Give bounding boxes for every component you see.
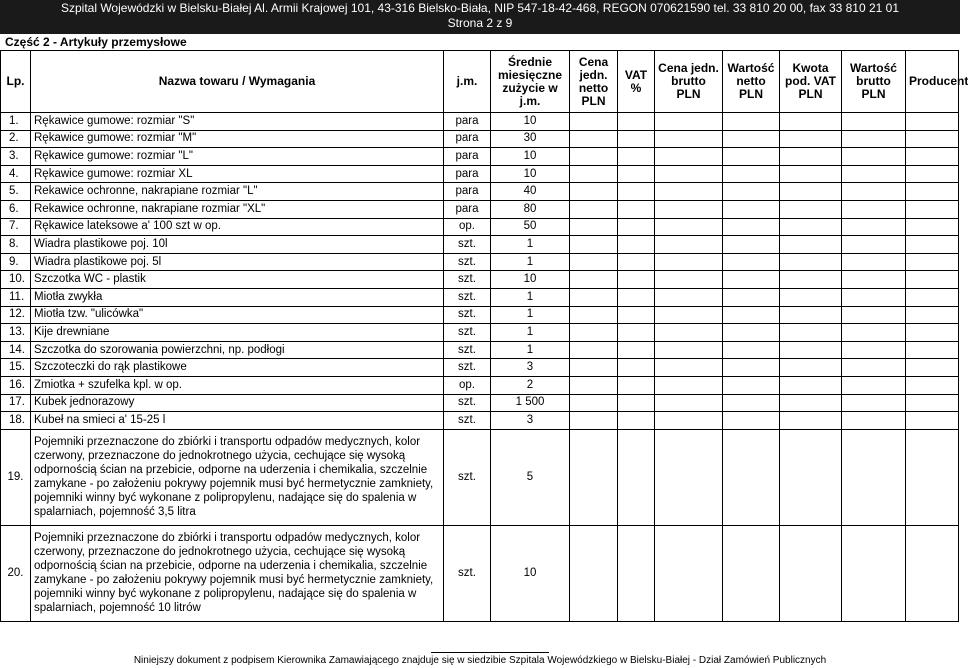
item-producer-cell bbox=[906, 253, 959, 271]
row-number: 18. bbox=[1, 412, 31, 430]
item-name: Rękawice lateksowe a' 100 szt w op. bbox=[31, 218, 444, 236]
item-vat-amount-cell bbox=[780, 306, 842, 324]
item-vat-cell bbox=[618, 113, 655, 131]
item-value-net-cell bbox=[723, 236, 780, 254]
row-number: 10. bbox=[1, 271, 31, 289]
table-row bbox=[1, 412, 959, 430]
item-vat-amount-cell bbox=[780, 253, 842, 271]
item-vat-cell bbox=[618, 165, 655, 183]
item-value-gross-cell bbox=[842, 288, 906, 306]
item-vat-cell bbox=[618, 359, 655, 377]
item-unit: szt. bbox=[444, 525, 491, 621]
row-number: 8. bbox=[1, 236, 31, 254]
item-value-gross-cell bbox=[842, 359, 906, 377]
row-number: 15. bbox=[1, 359, 31, 377]
item-avg-usage: 1 bbox=[491, 341, 570, 359]
item-name: Szczotka do szorowania powierzchni, np. podłogi bbox=[31, 341, 444, 359]
item-producer-cell bbox=[906, 412, 959, 430]
item-price-net-cell bbox=[570, 200, 618, 218]
item-value-net-cell bbox=[723, 525, 780, 621]
col-vat: VAT % bbox=[618, 51, 655, 113]
item-name: Rękawice gumowe: rozmiar "M" bbox=[31, 130, 444, 148]
item-price-gross-cell bbox=[655, 412, 723, 430]
item-vat-cell bbox=[618, 324, 655, 342]
table-row bbox=[1, 341, 959, 359]
item-producer-cell bbox=[906, 200, 959, 218]
item-avg-usage: 50 bbox=[491, 218, 570, 236]
item-vat-amount-cell bbox=[780, 324, 842, 342]
item-unit: op. bbox=[444, 218, 491, 236]
item-vat-cell bbox=[618, 271, 655, 289]
item-value-gross-cell bbox=[842, 376, 906, 394]
item-unit: szt. bbox=[444, 324, 491, 342]
item-price-gross-cell bbox=[655, 165, 723, 183]
item-value-net-cell bbox=[723, 324, 780, 342]
item-producer-cell bbox=[906, 359, 959, 377]
item-unit: szt. bbox=[444, 359, 491, 377]
item-unit: para bbox=[444, 130, 491, 148]
item-producer-cell bbox=[906, 113, 959, 131]
item-value-net-cell bbox=[723, 253, 780, 271]
item-producer-cell bbox=[906, 324, 959, 342]
item-value-gross-cell bbox=[842, 253, 906, 271]
table-row bbox=[1, 288, 959, 306]
item-avg-usage: 10 bbox=[491, 525, 570, 621]
item-vat-cell bbox=[618, 183, 655, 201]
item-price-net-cell bbox=[570, 376, 618, 394]
item-avg-usage: 1 bbox=[491, 288, 570, 306]
row-number: 9. bbox=[1, 253, 31, 271]
item-value-gross-cell bbox=[842, 130, 906, 148]
item-value-gross-cell bbox=[842, 165, 906, 183]
item-price-gross-cell bbox=[655, 341, 723, 359]
item-name: Rekawice ochronne, nakrapiane rozmiar "XL" bbox=[31, 200, 444, 218]
item-name: Pojemniki przeznaczone do zbiórki i transportu odpadów medycznych, kolor czerwony, przeznaczone do jednokrotnego użycia, cechujące się wysoką odpornością ścian na przebicie, odporne na uderzenia i chemikalia, szczelnie zamykane - po założeniu pokrywy pojemnik musi być hermetycznie zamkniety, pojemniki winny być wykonane z polipropylenu, nadające się do spalenia w spalarniach, pojemność 10 litrów bbox=[31, 525, 444, 621]
item-price-gross-cell bbox=[655, 525, 723, 621]
item-value-net-cell bbox=[723, 306, 780, 324]
item-price-net-cell bbox=[570, 525, 618, 621]
item-producer-cell bbox=[906, 130, 959, 148]
item-vat-amount-cell bbox=[780, 394, 842, 412]
item-avg-usage: 1 bbox=[491, 306, 570, 324]
item-vat-amount-cell bbox=[780, 183, 842, 201]
item-value-net-cell bbox=[723, 200, 780, 218]
item-vat-amount-cell bbox=[780, 200, 842, 218]
item-price-net-cell bbox=[570, 236, 618, 254]
item-price-net-cell bbox=[570, 113, 618, 131]
item-price-gross-cell bbox=[655, 429, 723, 525]
item-value-net-cell bbox=[723, 376, 780, 394]
item-avg-usage: 30 bbox=[491, 130, 570, 148]
item-price-gross-cell bbox=[655, 394, 723, 412]
item-value-net-cell bbox=[723, 113, 780, 131]
item-price-gross-cell bbox=[655, 218, 723, 236]
item-avg-usage: 10 bbox=[491, 148, 570, 166]
item-avg-usage: 2 bbox=[491, 376, 570, 394]
item-producer-cell bbox=[906, 376, 959, 394]
row-number: 17. bbox=[1, 394, 31, 412]
item-price-net-cell bbox=[570, 324, 618, 342]
item-unit: szt. bbox=[444, 253, 491, 271]
item-unit: szt. bbox=[444, 429, 491, 525]
item-value-gross-cell bbox=[842, 183, 906, 201]
item-vat-amount-cell bbox=[780, 525, 842, 621]
row-number: 13. bbox=[1, 324, 31, 342]
table-row bbox=[1, 236, 959, 254]
row-number: 2. bbox=[1, 130, 31, 148]
item-avg-usage: 5 bbox=[491, 429, 570, 525]
item-name: Zmiotka + szufelka kpl. w op. bbox=[31, 376, 444, 394]
footer-divider bbox=[431, 652, 549, 653]
item-name: Rękawice gumowe: rozmiar "S" bbox=[31, 113, 444, 131]
item-vat-amount-cell bbox=[780, 341, 842, 359]
table-row bbox=[1, 306, 959, 324]
item-vat-amount-cell bbox=[780, 148, 842, 166]
table-row bbox=[1, 394, 959, 412]
document-header bbox=[0, 0, 960, 34]
item-vat-amount-cell bbox=[780, 376, 842, 394]
item-price-net-cell bbox=[570, 253, 618, 271]
item-value-net-cell bbox=[723, 394, 780, 412]
item-price-gross-cell bbox=[655, 113, 723, 131]
item-vat-cell bbox=[618, 412, 655, 430]
row-number: 14. bbox=[1, 341, 31, 359]
col-avg-usage: Średnie miesięczne zużycie w j.m. bbox=[491, 51, 570, 113]
item-avg-usage: 1 bbox=[491, 236, 570, 254]
item-price-net-cell bbox=[570, 165, 618, 183]
item-producer-cell bbox=[906, 271, 959, 289]
item-unit: para bbox=[444, 183, 491, 201]
item-price-gross-cell bbox=[655, 288, 723, 306]
item-vat-cell bbox=[618, 130, 655, 148]
item-name: Wiadra plastikowe poj. 10l bbox=[31, 236, 444, 254]
item-price-net-cell bbox=[570, 148, 618, 166]
row-number: 7. bbox=[1, 218, 31, 236]
item-unit: szt. bbox=[444, 236, 491, 254]
item-value-gross-cell bbox=[842, 200, 906, 218]
item-name: Rękawice gumowe: rozmiar "L" bbox=[31, 148, 444, 166]
item-name: Wiadra plastikowe poj. 5l bbox=[31, 253, 444, 271]
item-value-gross-cell bbox=[842, 148, 906, 166]
item-producer-cell bbox=[906, 218, 959, 236]
item-value-gross-cell bbox=[842, 236, 906, 254]
col-vat-amount: Kwota pod. VAT PLN bbox=[780, 51, 842, 113]
item-name: Miotła zwykła bbox=[31, 288, 444, 306]
item-vat-cell bbox=[618, 236, 655, 254]
col-value-net: Wartość netto PLN bbox=[723, 51, 780, 113]
item-price-gross-cell bbox=[655, 148, 723, 166]
item-value-net-cell bbox=[723, 183, 780, 201]
item-avg-usage: 1 bbox=[491, 324, 570, 342]
item-unit: para bbox=[444, 113, 491, 131]
table-row bbox=[1, 183, 959, 201]
item-price-gross-cell bbox=[655, 306, 723, 324]
item-producer-cell bbox=[906, 429, 959, 525]
item-price-gross-cell bbox=[655, 253, 723, 271]
item-price-net-cell bbox=[570, 429, 618, 525]
item-price-gross-cell bbox=[655, 324, 723, 342]
item-price-net-cell bbox=[570, 394, 618, 412]
item-value-net-cell bbox=[723, 271, 780, 289]
item-vat-amount-cell bbox=[780, 412, 842, 430]
item-producer-cell bbox=[906, 306, 959, 324]
item-value-gross-cell bbox=[842, 525, 906, 621]
item-value-net-cell bbox=[723, 429, 780, 525]
row-number: 12. bbox=[1, 306, 31, 324]
row-number: 11. bbox=[1, 288, 31, 306]
item-avg-usage: 40 bbox=[491, 183, 570, 201]
footer-note: Niniejszy dokument z podpisem Kierownika Zamawiającego znajduje się w siedzibie Szpitala Wojewódzkiego w Bielsku-Białej - Dział Zamówień Publicznych bbox=[133, 655, 827, 666]
row-number: 16. bbox=[1, 376, 31, 394]
item-vat-cell bbox=[618, 200, 655, 218]
table-row bbox=[1, 429, 959, 525]
row-number: 4. bbox=[1, 165, 31, 183]
item-price-net-cell bbox=[570, 271, 618, 289]
item-unit: para bbox=[444, 148, 491, 166]
item-price-net-cell bbox=[570, 412, 618, 430]
item-unit: szt. bbox=[444, 271, 491, 289]
item-name: Szczotka WC - plastik bbox=[31, 271, 444, 289]
item-vat-amount-cell bbox=[780, 359, 842, 377]
item-vat-cell bbox=[618, 253, 655, 271]
table-header-row bbox=[1, 51, 959, 113]
item-avg-usage: 1 bbox=[491, 253, 570, 271]
col-price-net: Cena jedn. netto PLN bbox=[570, 51, 618, 113]
item-value-gross-cell bbox=[842, 306, 906, 324]
item-unit: szt. bbox=[444, 306, 491, 324]
item-vat-amount-cell bbox=[780, 113, 842, 131]
item-avg-usage: 3 bbox=[491, 359, 570, 377]
item-vat-amount-cell bbox=[780, 165, 842, 183]
item-avg-usage: 10 bbox=[491, 271, 570, 289]
item-producer-cell bbox=[906, 288, 959, 306]
row-number: 19. bbox=[1, 429, 31, 525]
item-name: Rękawice gumowe: rozmiar XL bbox=[31, 165, 444, 183]
item-price-net-cell bbox=[570, 130, 618, 148]
item-producer-cell bbox=[906, 148, 959, 166]
item-name: Rekawice ochronne, nakrapiane rozmiar "L" bbox=[31, 183, 444, 201]
item-price-gross-cell bbox=[655, 183, 723, 201]
item-value-gross-cell bbox=[842, 394, 906, 412]
item-unit: para bbox=[444, 200, 491, 218]
item-name: Pojemniki przeznaczone do zbiórki i transportu odpadów medycznych, kolor czerwony, przeznaczone do jednokrotnego użycia, cechujące się wysoką odpornością ścian na przebicie, odporne na uderzenia i chemikalia, szczelnie zamykane - po założeniu pokrywy pojemnik musi być hermetycznie zamkniety, pojemniki winny być wykonane z polipropylenu, nadające się do spalenia w spalarniach, pojemność 3,5 litra bbox=[31, 429, 444, 525]
col-name: Nazwa towaru / Wymagania bbox=[31, 51, 444, 113]
table-row bbox=[1, 148, 959, 166]
item-vat-cell bbox=[618, 429, 655, 525]
item-value-net-cell bbox=[723, 165, 780, 183]
item-vat-amount-cell bbox=[780, 236, 842, 254]
item-price-gross-cell bbox=[655, 271, 723, 289]
item-price-net-cell bbox=[570, 288, 618, 306]
item-value-gross-cell bbox=[842, 271, 906, 289]
row-number: 1. bbox=[1, 113, 31, 131]
row-number: 20. bbox=[1, 525, 31, 621]
item-unit: op. bbox=[444, 376, 491, 394]
table-body bbox=[1, 113, 959, 622]
item-vat-cell bbox=[618, 341, 655, 359]
table-row bbox=[1, 165, 959, 183]
row-number: 6. bbox=[1, 200, 31, 218]
item-vat-cell bbox=[618, 376, 655, 394]
item-vat-amount-cell bbox=[780, 429, 842, 525]
item-producer-cell bbox=[906, 525, 959, 621]
table-row bbox=[1, 113, 959, 131]
item-value-net-cell bbox=[723, 288, 780, 306]
item-vat-amount-cell bbox=[780, 288, 842, 306]
col-price-gross: Cena jedn. brutto PLN bbox=[655, 51, 723, 113]
item-value-gross-cell bbox=[842, 429, 906, 525]
row-number: 5. bbox=[1, 183, 31, 201]
col-producer: Producent bbox=[906, 51, 959, 113]
item-unit: szt. bbox=[444, 394, 491, 412]
item-value-net-cell bbox=[723, 341, 780, 359]
item-avg-usage: 80 bbox=[491, 200, 570, 218]
item-price-gross-cell bbox=[655, 359, 723, 377]
item-price-gross-cell bbox=[655, 376, 723, 394]
table-row bbox=[1, 130, 959, 148]
item-value-gross-cell bbox=[842, 218, 906, 236]
table-row bbox=[1, 324, 959, 342]
item-price-gross-cell bbox=[655, 200, 723, 218]
table-row bbox=[1, 200, 959, 218]
item-unit: szt. bbox=[444, 341, 491, 359]
item-vat-cell bbox=[618, 306, 655, 324]
item-vat-amount-cell bbox=[780, 130, 842, 148]
item-value-net-cell bbox=[723, 130, 780, 148]
item-price-net-cell bbox=[570, 183, 618, 201]
items-table bbox=[0, 50, 968, 622]
item-vat-cell bbox=[618, 525, 655, 621]
item-name: Kubek jednorazowy bbox=[31, 394, 444, 412]
table-row bbox=[1, 271, 959, 289]
item-vat-cell bbox=[618, 394, 655, 412]
item-price-net-cell bbox=[570, 341, 618, 359]
item-value-net-cell bbox=[723, 148, 780, 166]
item-name: Szczoteczki do rąk plastikowe bbox=[31, 359, 444, 377]
item-producer-cell bbox=[906, 341, 959, 359]
item-producer-cell bbox=[906, 165, 959, 183]
item-price-gross-cell bbox=[655, 130, 723, 148]
item-name: Kije drewniane bbox=[31, 324, 444, 342]
item-price-net-cell bbox=[570, 359, 618, 377]
item-vat-amount-cell bbox=[780, 271, 842, 289]
table-row bbox=[1, 525, 959, 621]
table-row bbox=[1, 218, 959, 236]
table-row bbox=[1, 359, 959, 377]
item-value-net-cell bbox=[723, 359, 780, 377]
item-value-net-cell bbox=[723, 412, 780, 430]
page-number: Strona 2 z 9 bbox=[447, 16, 513, 30]
item-vat-amount-cell bbox=[780, 218, 842, 236]
row-number: 3. bbox=[1, 148, 31, 166]
item-value-net-cell bbox=[723, 218, 780, 236]
item-avg-usage: 10 bbox=[491, 165, 570, 183]
item-avg-usage: 3 bbox=[491, 412, 570, 430]
item-name: Kubeł na smieci a' 15-25 l bbox=[31, 412, 444, 430]
hospital-address-line: Szpital Wojewódzki w Bielsku-Białej Al. Armii Krajowej 101, 43-316 Bielsko-Biała, NIP 547-18-42-468, REGON 070621590 tel. 33 810 20 00, fax 33 810 21 01 bbox=[60, 1, 900, 15]
item-price-gross-cell bbox=[655, 236, 723, 254]
item-name: Miotła tzw. "ulicówka" bbox=[31, 306, 444, 324]
item-price-net-cell bbox=[570, 306, 618, 324]
item-avg-usage: 1 500 bbox=[491, 394, 570, 412]
item-unit: para bbox=[444, 165, 491, 183]
item-producer-cell bbox=[906, 236, 959, 254]
item-unit: szt. bbox=[444, 288, 491, 306]
section-title: Część 2 - Artykuły przemysłowe bbox=[5, 35, 187, 49]
item-value-gross-cell bbox=[842, 113, 906, 131]
col-value-gross: Wartość brutto PLN bbox=[842, 51, 906, 113]
item-producer-cell bbox=[906, 183, 959, 201]
item-price-net-cell bbox=[570, 218, 618, 236]
item-vat-cell bbox=[618, 148, 655, 166]
item-value-gross-cell bbox=[842, 341, 906, 359]
item-value-gross-cell bbox=[842, 412, 906, 430]
col-lp: Lp. bbox=[1, 51, 31, 113]
item-vat-cell bbox=[618, 218, 655, 236]
col-jm: j.m. bbox=[444, 51, 491, 113]
table-row bbox=[1, 376, 959, 394]
item-unit: szt. bbox=[444, 412, 491, 430]
item-value-gross-cell bbox=[842, 324, 906, 342]
item-avg-usage: 10 bbox=[491, 113, 570, 131]
item-vat-cell bbox=[618, 288, 655, 306]
table-row bbox=[1, 253, 959, 271]
item-producer-cell bbox=[906, 394, 959, 412]
